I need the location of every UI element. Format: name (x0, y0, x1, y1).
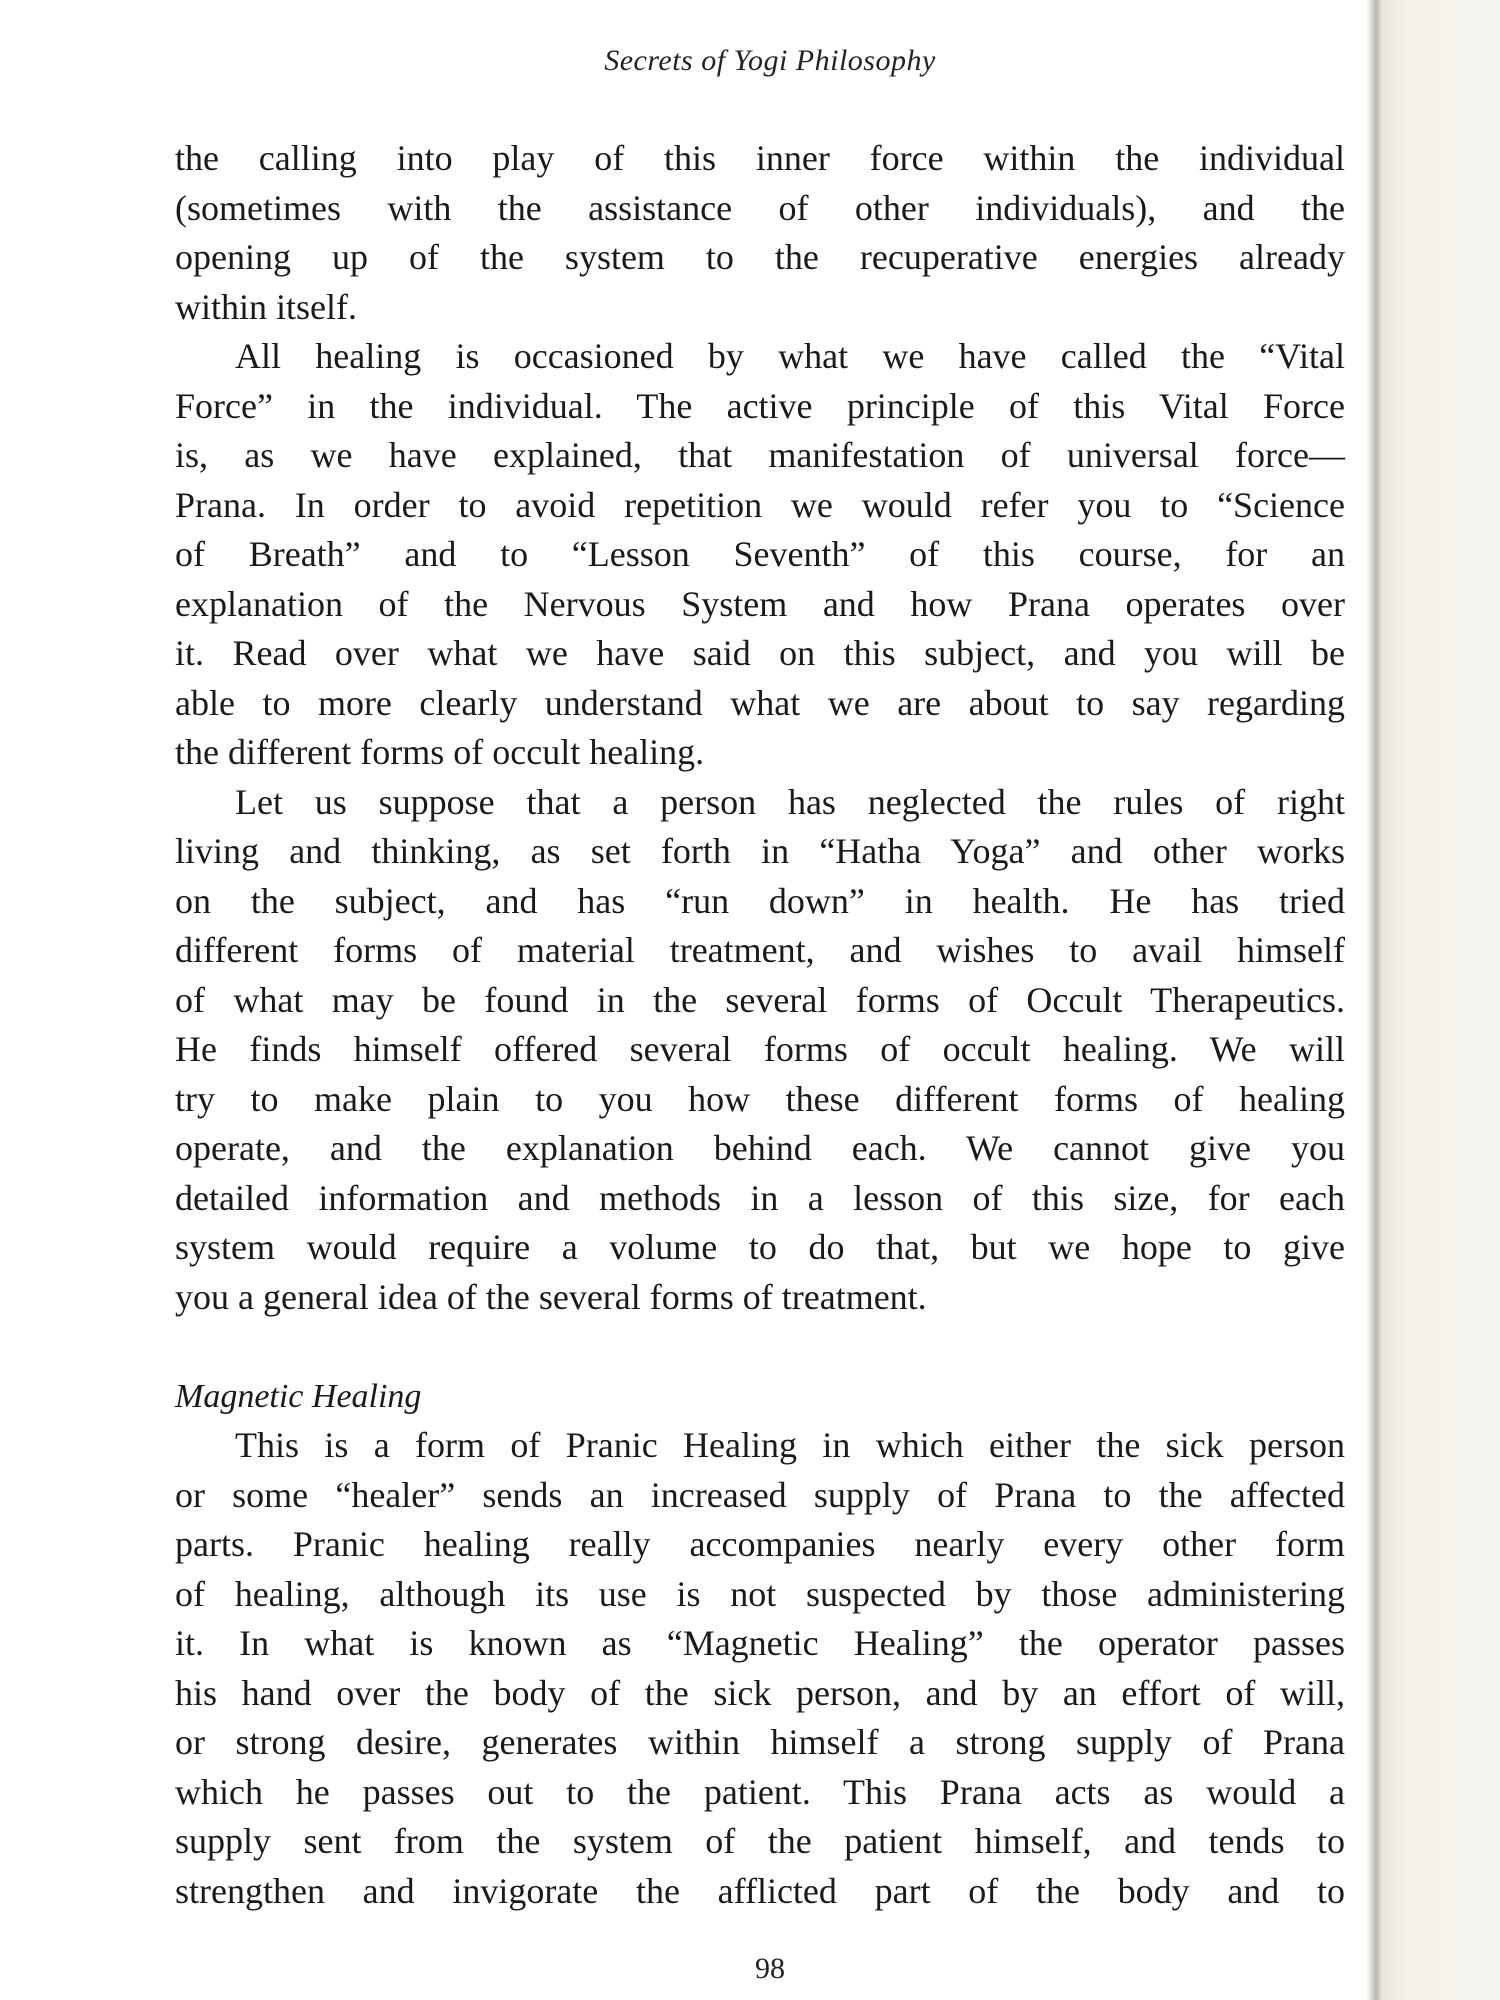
running-head: Secrets of Yogi Philosophy (604, 44, 936, 77)
text-line: Prana. In order to avoid repetition we would refer you to “Science (175, 484, 1345, 525)
text-line: within itself. (175, 286, 357, 327)
paragraph (175, 332, 1345, 778)
text-line: explanation of the Nervous System and how Prana operates over (175, 583, 1345, 624)
paragraph (175, 778, 1345, 1323)
text-line: which he passes out to the patient. This Prana acts as would a (175, 1771, 1345, 1812)
text-line: parts. Pranic healing really accompanies nearly every other form (175, 1524, 1345, 1564)
text-line: the different forms of occult healing. (175, 732, 705, 772)
page-number: 98 (755, 1952, 785, 1985)
text-line: of healing, although its use is not suspected by those administering (175, 1573, 1345, 1614)
text-line: Force” in the individual. The active principle of this Vital Force (175, 385, 1345, 426)
text-line: All healing is occasioned by what we have called the “Vital (235, 336, 1345, 376)
text-line: his hand over the body of the sick person, and by an effort of will, (175, 1672, 1345, 1713)
text-line: the calling into play of this inner force within the individual (175, 138, 1345, 178)
text-after-heading (175, 1421, 1345, 1916)
paragraph (175, 134, 1345, 332)
text-line: This is a form of Pranic Healing in which either the sick person (235, 1425, 1345, 1465)
text-line: detailed information and methods in a lesson of this size, for each (175, 1177, 1345, 1218)
text-line: on the subject, and has “run down” in health. He has tried (175, 880, 1345, 921)
text-line: strengthen and invigorate the afflicted part of the body and to (175, 1870, 1345, 1911)
text-line: try to make plain to you how these different forms of healing (175, 1078, 1345, 1119)
text-line: it. Read over what we have said on this subject, and you will be (175, 633, 1345, 673)
text-line: (sometimes with the assistance of other individuals), and the (175, 187, 1345, 228)
text-line: or some “healer” sends an increased supply of Prana to the affected (175, 1474, 1345, 1515)
text-line: different forms of material treatment, and wishes to avail himself (175, 930, 1345, 970)
text-line: living and thinking, as set forth in “Hatha Yoga” and other works (175, 831, 1345, 871)
section-spacer (175, 1322, 1345, 1372)
text-line: is, as we have explained, that manifestation of universal force— (175, 435, 1345, 475)
book-gutter-shadow (1366, 0, 1500, 2000)
text-line: opening up of the system to the recuperative energies already (175, 237, 1345, 277)
text-line: Let us suppose that a person has neglected the rules of right (235, 781, 1345, 822)
text-line: it. In what is known as “Magnetic Healing” the operator passes (175, 1623, 1345, 1663)
text-line: system would require a volume to do that, but we hope to give (175, 1227, 1345, 1267)
section-heading: Magnetic Healing (175, 1377, 422, 1415)
text-line: or strong desire, generates within himself a strong supply of Prana (175, 1722, 1345, 1762)
text-line: of Breath” and to “Lesson Seventh” of this course, for an (175, 534, 1345, 574)
text-before-heading (175, 134, 1345, 1322)
text-line: supply sent from the system of the patient himself, and tends to (175, 1821, 1345, 1861)
text-line: you a general idea of the several forms of treatment. (175, 1276, 927, 1317)
text-line: He finds himself offered several forms of occult healing. We will (175, 1029, 1345, 1069)
text-line: operate, and the explanation behind each. We cannot give you (175, 1128, 1345, 1168)
paragraph (175, 1421, 1345, 1916)
text-line: of what may be found in the several forms of Occult Therapeutics. (175, 979, 1345, 1020)
body-text (175, 134, 1345, 1916)
text-line: able to more clearly understand what we are about to say regarding (175, 682, 1345, 723)
